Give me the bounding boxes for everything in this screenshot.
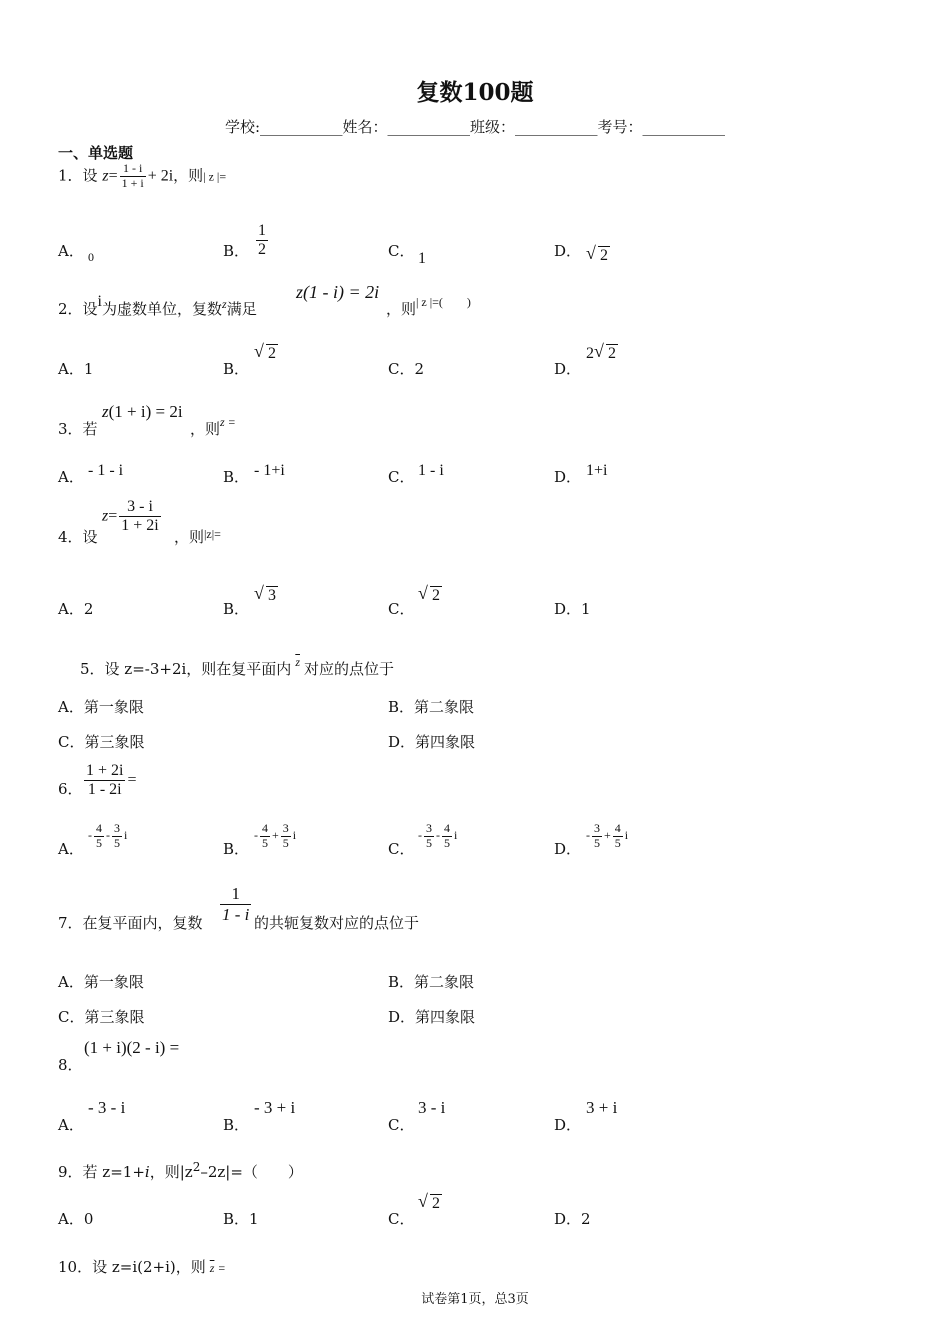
q3-option-c[interactable]: C． [388,468,415,486]
question-4-label: 4．设 [58,528,98,546]
q3-option-a[interactable]: A． [58,468,84,486]
question-3-label: 3．若 [58,420,98,438]
q9-option-c-value: √ 2 [418,1191,440,1212]
q7-fraction: $\frac{1}{1 - i}$ [222,884,250,924]
q4-option-b[interactable]: B． [223,600,250,618]
q4-option-c[interactable]: C． [388,600,415,618]
q6-option-a-value: - $\frac{4}{5}$ - $\frac{3}{5}$ i [88,821,128,850]
section-heading: 一、单选题 [58,144,134,162]
q4-option-d[interactable]: D．1 [554,600,591,618]
q4-option-b-value: √ 3 [254,583,276,604]
q2-option-c[interactable]: C．2 [388,360,425,378]
q7-option-c[interactable]: C．第三象限 [58,1008,145,1026]
question-6-label: 6． [58,780,83,798]
q5-option-d[interactable]: D．第四象限 [388,733,476,751]
question-2: 2．设i为虚数单位，复数$^z$满足 [58,293,257,318]
q7-option-b[interactable]: B．第二象限 [388,973,475,991]
q5-option-c[interactable]: C．第三象限 [58,733,145,751]
q6-option-d[interactable]: D． [554,840,582,858]
q7-option-d[interactable]: D．第四象限 [388,1008,476,1026]
question-8-label: 8． [58,1056,83,1074]
question-7-label: 7．在复平面内，复数 [58,914,203,932]
q2-option-d-value: 2 √ 2 [586,341,616,362]
q3-tail: ，则$^{z =}$ [190,415,236,438]
q6-option-b[interactable]: B． [223,840,250,858]
q3-option-d[interactable]: D． [554,468,582,486]
q1-option-a-value: 0 [88,250,94,264]
q1-option-b-value: $\frac{1}{2}$ [258,222,266,259]
q6-option-c-value: - $\frac{3}{5}$ - $\frac{4}{5}$ i [418,821,458,850]
q3-option-a-value: - 1 - i [88,462,124,479]
q2-option-b-value: √ 2 [254,341,276,362]
question-10: 10．设 z=i(2+i)，则 $\overline{z}$ = [58,1258,226,1276]
q9-option-c[interactable]: C． [388,1210,415,1228]
question-9: 9．若 z=1+i，则$|z^2-2z|=$（ ） [58,1160,303,1181]
q2-tail: ，则$^{| z |=( )}$ [386,295,471,318]
q1-option-a[interactable]: A． [58,242,84,260]
q6-expression: $\frac{1 + 2i}{1 - 2i}$ = [86,762,137,799]
q8-option-c-value: 3 - i [418,1098,446,1117]
q1-option-c[interactable]: C． [388,242,415,260]
q4-option-a[interactable]: A．2 [58,600,94,618]
q9-option-d[interactable]: D．2 [554,1210,591,1228]
q2-option-b[interactable]: B． [223,360,250,378]
q2-option-a[interactable]: A．1 [58,360,94,378]
q6-option-b-value: - $\frac{4}{5}$ + $\frac{3}{5}$ i [254,821,297,850]
q4-tail: ，则$^{|z|=}$ [174,527,221,546]
q5-option-b[interactable]: B．第二象限 [388,698,475,716]
q3-equation: z(1 + i) = 2i [102,402,183,421]
q8-option-b-value: - 3 + i [254,1098,296,1117]
q4-option-c-value: √ 2 [418,583,440,604]
q4-equation: z= $\frac{3 - i}{1 + 2i}$ [102,498,159,535]
q3-option-b-value: - 1+i [254,462,285,479]
q8-option-a-value: - 3 - i [88,1098,126,1117]
q2-option-d[interactable]: D． [554,360,582,378]
q7-option-a[interactable]: A．第一象限 [58,973,144,991]
page-footer: 试卷第1页，总3页 [421,1292,529,1307]
q3-option-c-value: 1 - i [418,462,444,479]
q6-option-a[interactable]: A． [58,840,84,858]
q8-equation: (1 + i)(2 - i) = [84,1038,180,1057]
q1-option-b[interactable]: B． [223,242,250,260]
q2-equation: z(1 - i) = 2i [296,282,380,302]
q8-option-d-value: 3 + i [586,1098,618,1117]
q8-option-b[interactable]: B． [223,1116,250,1134]
q5-option-a[interactable]: A．第一象限 [58,698,144,716]
q9-option-a[interactable]: A．0 [58,1210,94,1228]
q1-option-d[interactable]: D． [554,242,582,260]
question-5: 5．设 z=-3+2i，则在复平面内 $^{\overline{z}}$ 对应的点位于 [80,655,394,678]
q3-option-d-value: 1+i [586,462,608,479]
q1-option-d-value: √ 2 [586,243,608,264]
q8-option-c[interactable]: C． [388,1116,415,1134]
q8-option-a[interactable]: A． [58,1116,84,1134]
q6-option-d-value: - $\frac{3}{5}$ + $\frac{4}{5}$ i [586,821,629,850]
q1-option-c-value: 1 [418,250,426,267]
question-1: 1．设 z= $\frac{1 - i}{1 + i}$ + 2i，则| z |= [58,161,227,190]
q6-option-c[interactable]: C． [388,840,415,858]
q3-option-b[interactable]: B． [223,468,250,486]
q7-tail: 的共轭复数对应的点位于 [254,914,420,932]
page-title: 复数100题 [416,79,534,106]
q8-option-d[interactable]: D． [554,1116,582,1134]
q9-option-b[interactable]: B．1 [223,1210,259,1228]
student-info-line: 学校:___________姓名：___________班级：___________考号：___________ [224,118,726,136]
